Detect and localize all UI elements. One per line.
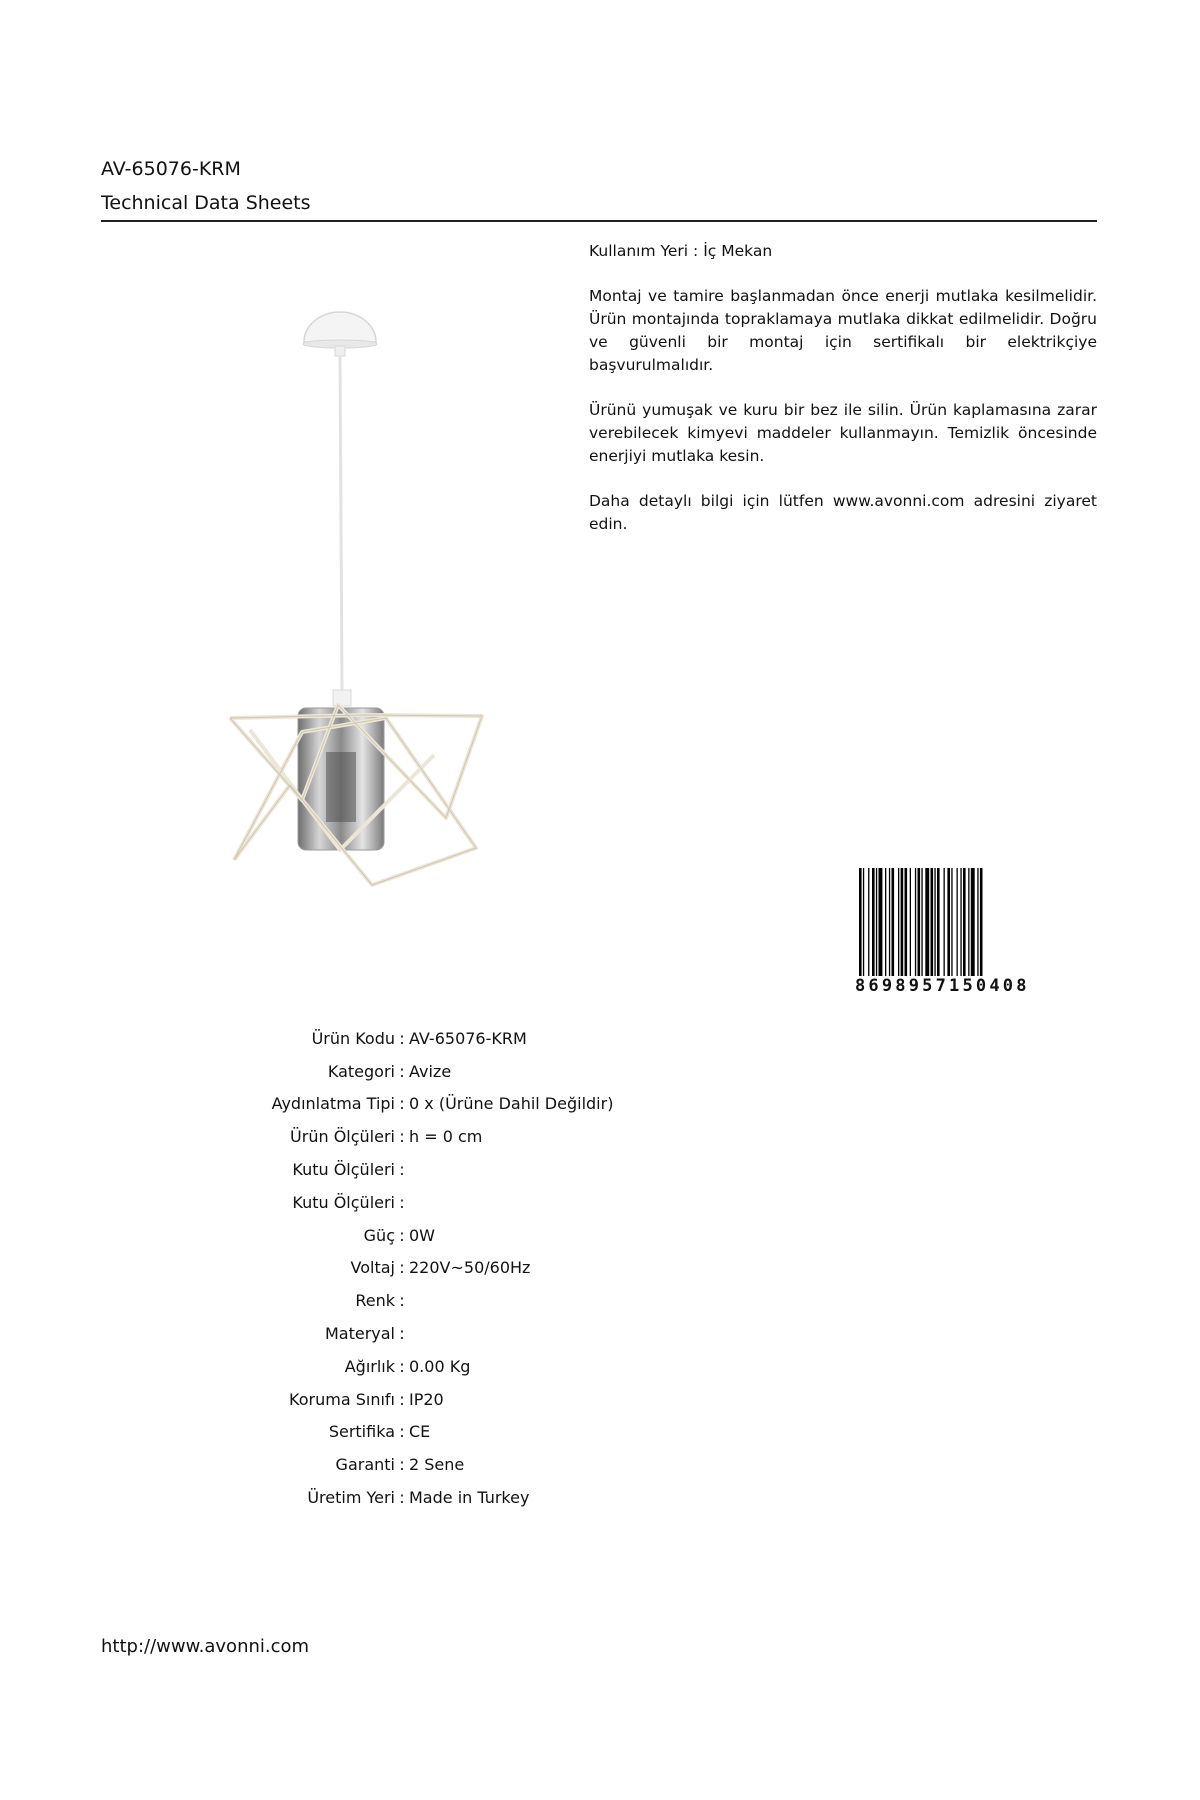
usage-label: Kullanım Yeri [589,242,689,260]
spec-separator: : [399,1291,405,1311]
barcode-bar [872,868,875,978]
spec-label: Ürün Ölçüleri [290,1127,395,1147]
spec-row [220,1317,809,1350]
spec-label: Sertifika [328,1422,395,1442]
barcode-bar [905,868,908,978]
spec-label: Ürün Kodu [311,1028,395,1048]
spec-label: Kutu Ölçüleri [292,1192,395,1212]
barcode-bar [889,868,890,978]
spec-value: 0W [409,1225,435,1245]
barcode-bar [977,868,978,978]
spec-label: Voltaj [350,1258,395,1278]
spec-row [220,1416,809,1449]
barcode-bar [968,868,969,978]
sheet-title: Technical Data Sheets [101,192,311,214]
spec-label: Koruma Sınıfı [289,1389,395,1409]
barcode-bar [937,868,940,978]
barcode-bar [868,868,869,978]
spec-row [220,1383,809,1416]
spec-value: h = 0 cm [409,1127,483,1147]
barcode-bar [960,868,961,978]
barcode-bar [910,868,911,978]
spec-label: Garanti [335,1455,395,1475]
spec-row [220,1252,809,1285]
spec-separator: : [399,1127,405,1147]
spec-row [220,1055,809,1088]
barcode-bar [901,868,904,978]
spec-row [220,1022,809,1055]
barcode-bar [957,868,958,978]
barcode-bar [971,868,975,978]
spec-label: Materyal [324,1324,395,1344]
spec-value: 0.00 Kg [409,1356,471,1376]
spec-separator: : [399,1061,405,1081]
spec-separator: : [399,1028,405,1048]
usage-value: İç Mekan [703,242,773,260]
spec-separator: : [399,1160,405,1180]
spec-separator: : [399,1488,405,1508]
spec-value: AV-65076-KRM [409,1028,527,1048]
spec-separator: : [399,1192,405,1212]
usage-line: Kullanım Yeri : İç Mekan [589,242,773,260]
spec-separator: : [399,1455,405,1475]
spec-value: CE [409,1422,431,1442]
spec-value: 2 Sene [409,1455,465,1475]
info-section [589,240,1097,558]
spec-label: Güç [363,1225,395,1245]
spec-label: Kategori [327,1061,395,1081]
spec-value: 0 x (Ürüne Dahil Değildir) [409,1094,614,1114]
spec-row [220,1350,809,1383]
spec-row [220,1219,809,1252]
pendant-lamp-illustration [190,300,490,900]
spec-separator: : [399,1324,405,1344]
spec-separator: : [399,1258,405,1278]
spec-row [220,1088,809,1121]
safety-paragraph: Montaj ve tamire başlanmadan önce enerji mutlaka kesilmelidir. Ürün montajında topraklamaya mutlaka dikkat edilmelidir. Doğru ve güvenli bir montaj için sertifikalı bir elektrikçiye başvurulmalıdır. [589,287,1097,374]
barcode-bar [885,868,886,978]
spec-row [220,1284,809,1317]
product-image [190,300,490,900]
spec-separator: : [399,1094,405,1114]
barcode-digits: 8698957150408 [855,976,1100,996]
spec-row [220,1481,809,1514]
spec-separator: : [399,1225,405,1245]
barcode-bar [892,868,895,978]
barcode-bar [879,868,883,978]
barcode-bar [898,868,899,978]
spec-row [220,1120,809,1153]
barcode-bar [944,868,945,978]
barcode-bar [931,868,934,978]
spec-label: Aydınlatma Tipi [271,1094,395,1114]
spec-value: Avize [409,1061,452,1081]
header-divider [101,220,1097,222]
spec-table [220,1022,809,1514]
footer-url[interactable]: http://www.avonni.com [101,1636,310,1657]
barcode-bar [947,868,950,978]
barcode-bar [963,868,966,978]
barcode-bar [876,868,877,978]
spec-label: Ağırlık [344,1356,395,1376]
spec-value: IP20 [409,1389,444,1409]
cleaning-paragraph: Ürünü yumuşak ve kuru bir bez ile silin. Ürün kaplamasına zarar verebilecek kimyevi maddeler kullanmayın. Temizlik öncesinde enerjiyi mutlaka kesin. [589,401,1097,465]
barcode-bar [918,868,921,978]
spec-label: Kutu Ölçüleri [292,1160,395,1180]
spec-row [220,1153,809,1186]
spec-row [220,1448,809,1481]
spec-label: Renk [355,1291,395,1311]
spec-value: Made in Turkey [409,1488,530,1508]
barcode-bar [915,868,916,978]
product-code-title: AV-65076-KRM [101,158,241,180]
spec-separator: : [399,1389,405,1409]
more-info-paragraph: Daha detaylı bilgi için lütfen www.avonni.com adresini ziyaret edin. [589,492,1097,533]
spec-row [220,1186,809,1219]
document-header [101,156,1097,216]
barcode-bar [951,868,952,978]
barcode-bar [925,868,929,978]
barcode-bar [934,868,935,978]
spec-separator: : [399,1356,405,1376]
spec-value: 220V~50/60Hz [409,1258,531,1278]
spec-separator: : [399,1422,405,1442]
spec-label: Üretim Yeri [307,1488,395,1508]
barcode [855,868,1100,998]
